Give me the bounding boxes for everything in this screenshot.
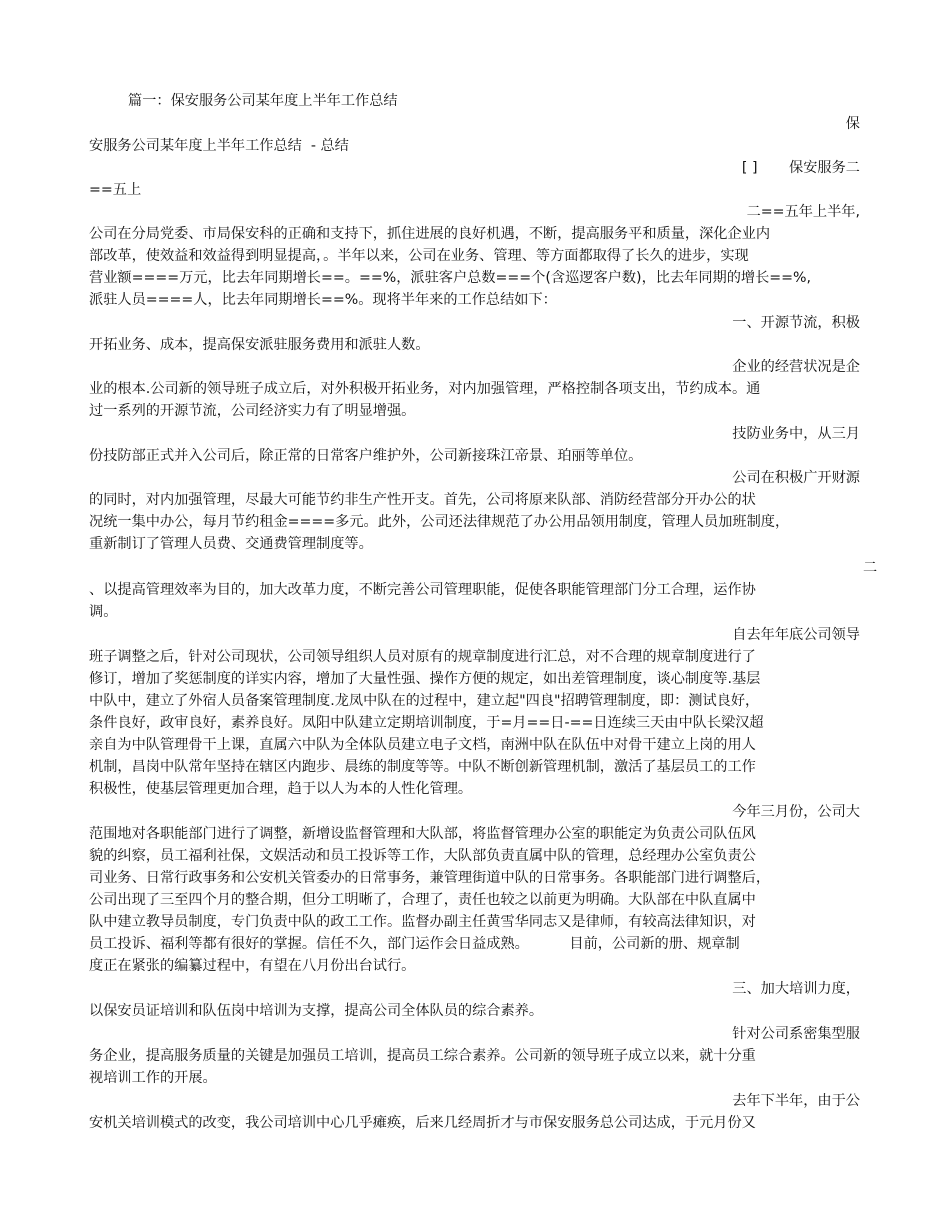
- document-title: 篇一：保安服务公司某年度上半年工作总结: [128, 93, 398, 109]
- text-line: 机制，昌岗中队常年坚持在辖区内跑步、晨练的制度等等。中队不断创新管理机制，激活了基层员工的工作: [89, 759, 756, 775]
- text-line: 亲自为中队管理骨干上课，直属六中队为全体队员建立电子文档，南洲中队在队伍中对骨干建立上岗的用人: [89, 737, 756, 753]
- text-line: 公司在分局党委、市局保安科的正确和支持下，抓住进展的良好机遇，不断，提高服务平和质量，深化企业内: [89, 226, 771, 242]
- text-line: 开拓业务、成本，提高保安派驻服务费用和派驻人数。: [89, 337, 430, 353]
- text-line: 针对公司系密集型服: [732, 1026, 860, 1042]
- text-line: 中队中，建立了外宿人员备案管理制度.龙凤中队在的过程中，建立起"四良"招聘管理制度，即：测试良好，: [89, 693, 760, 709]
- section-number: 二: [863, 560, 878, 576]
- text-line: 、以提高管理效率为目的，加大改革力度，不断完善公司管理职能，促使各职能管理部门分工合理，运作协: [89, 582, 756, 598]
- text-line: 调。: [89, 604, 118, 620]
- text-line: 度正在紧张的编纂过程中，有望在八月份出台试行。: [89, 958, 416, 974]
- text-line: 况统一集中办公，每月节约租金====多元。此外，公司还法律规范了办公用品领用制度，管理人员加班制度，: [89, 514, 790, 530]
- text-line: 以保安员证培训和队伍岗中培训为支撑，提高公司全体队员的综合素养。: [89, 1003, 544, 1019]
- text-line: 自去年年底公司领导: [732, 627, 860, 643]
- text-line: 公司出现了三至四个月的整合期，但分工明晰了，合理了，责任也较之以前更为明确。大队部在中队直属中: [89, 892, 756, 908]
- text-line: 重新制订了管理人员费、交通费管理制度等。: [89, 536, 373, 552]
- text-line: 派驻人员====人，比去年同期增长==%。现将半年来的工作总结如下：: [89, 292, 557, 308]
- text-line: 安服务公司某年度上半年工作总结 - 总结: [89, 138, 349, 154]
- text-line: 业的根本.公司新的领导班子成立后，对外积极开拓业务，对内加强管理，严格控制各项支出，节约成本。通: [89, 381, 761, 397]
- text-line: 去年下半年，由于公: [732, 1093, 860, 1109]
- section-heading: 三、加大培训力度，: [732, 981, 860, 997]
- text-line: 范围地对各职能部门进行了调整，新增设监督管理和大队部，将监督管理办公室的职能定为负责公司队伍风: [89, 826, 756, 842]
- text-line: 班子调整之后，针对公司现状，公司领导组织人员对原有的规章制度进行汇总，对不合理的规章制度进行了: [89, 649, 756, 665]
- text-line: 份技防部正式并入公司后，除正常的日常客户维护外，公司新接珠江帝景、珀丽等单位。: [89, 448, 643, 464]
- text-line: 保: [845, 116, 860, 132]
- text-line: 视培训工作的开展。: [89, 1070, 217, 1086]
- text-line: 修订，增加了奖惩制度的详实内容，增加了大量性强、操作方便的规定，如出差管理制度，谈心制度等.基层: [89, 671, 761, 687]
- text-line: 积极性，使基层管理更加合理，趋于以人为本的人性化管理。: [89, 781, 473, 797]
- text-line: 条件良好，政审良好，素养良好。凤阳中队建立定期培训制度，于=月==日-==日连续三天由中队长梁汉超: [89, 715, 764, 731]
- text-line: 安机关培训模式的改变，我公司培训中心几乎瘫痪，后来几经周折才与市保安服务总公司达成，于元月份又: [89, 1115, 756, 1131]
- text-line: 技防业务中，从三月: [732, 426, 860, 442]
- text-line: 公司在积极广开财源: [732, 470, 860, 486]
- text-line: 队中建立教导员制度，专门负责中队的政工工作。监督办副主任黄雪华同志又是律师，有较高法律知识，对: [89, 914, 756, 930]
- text-line: 二==五年上半年,: [746, 204, 860, 220]
- text-line: 过一系列的开源节流，公司经济实力有了明显增强。: [89, 403, 416, 419]
- section-heading: 一、开源节流，积极: [732, 315, 860, 331]
- text-line: 务企业，提高服务质量的关键是加强员工培训，提高员工综合素养。公司新的领导班子成立以来，就十分重: [89, 1048, 756, 1064]
- text-line: 今年三月份，公司大: [732, 804, 860, 820]
- text-line: 貌的纠察，员工福利社保，文娱活动和员工投诉等工作，大队部负责直属中队的管理，总经理办公室负责公: [89, 848, 756, 864]
- text-line: 部改革，使效益和效益得到明显提高，。半年以来，公司在业务、管理、等方面都取得了长久的进步，实现: [89, 248, 749, 264]
- text-line: [ ] 保安服务二: [741, 160, 860, 176]
- text-line: ==五上: [89, 182, 142, 198]
- text-line: 企业的经营状况是企: [732, 359, 860, 375]
- text-line: 员工投诉、福利等都有很好的掌握。信任不久，部门运作会日益成熟。 目前，公司新的册、规章制: [89, 936, 740, 952]
- text-line: 司业务、日常行政事务和公安机关管委办的日常事务，兼管理街道中队的日常事务。各职能部门进行调整后，: [89, 870, 771, 886]
- text-line: 的同时，对内加强管理，尽最大可能节约非生产性开支。首先，公司将原来队部、消防经营部分开办公的状: [89, 492, 756, 508]
- text-line: 营业额====万元，比去年同期增长==。==%，派驻客户总数===个(含巡逻客户数)，比去年同期的增长==%,: [89, 270, 812, 286]
